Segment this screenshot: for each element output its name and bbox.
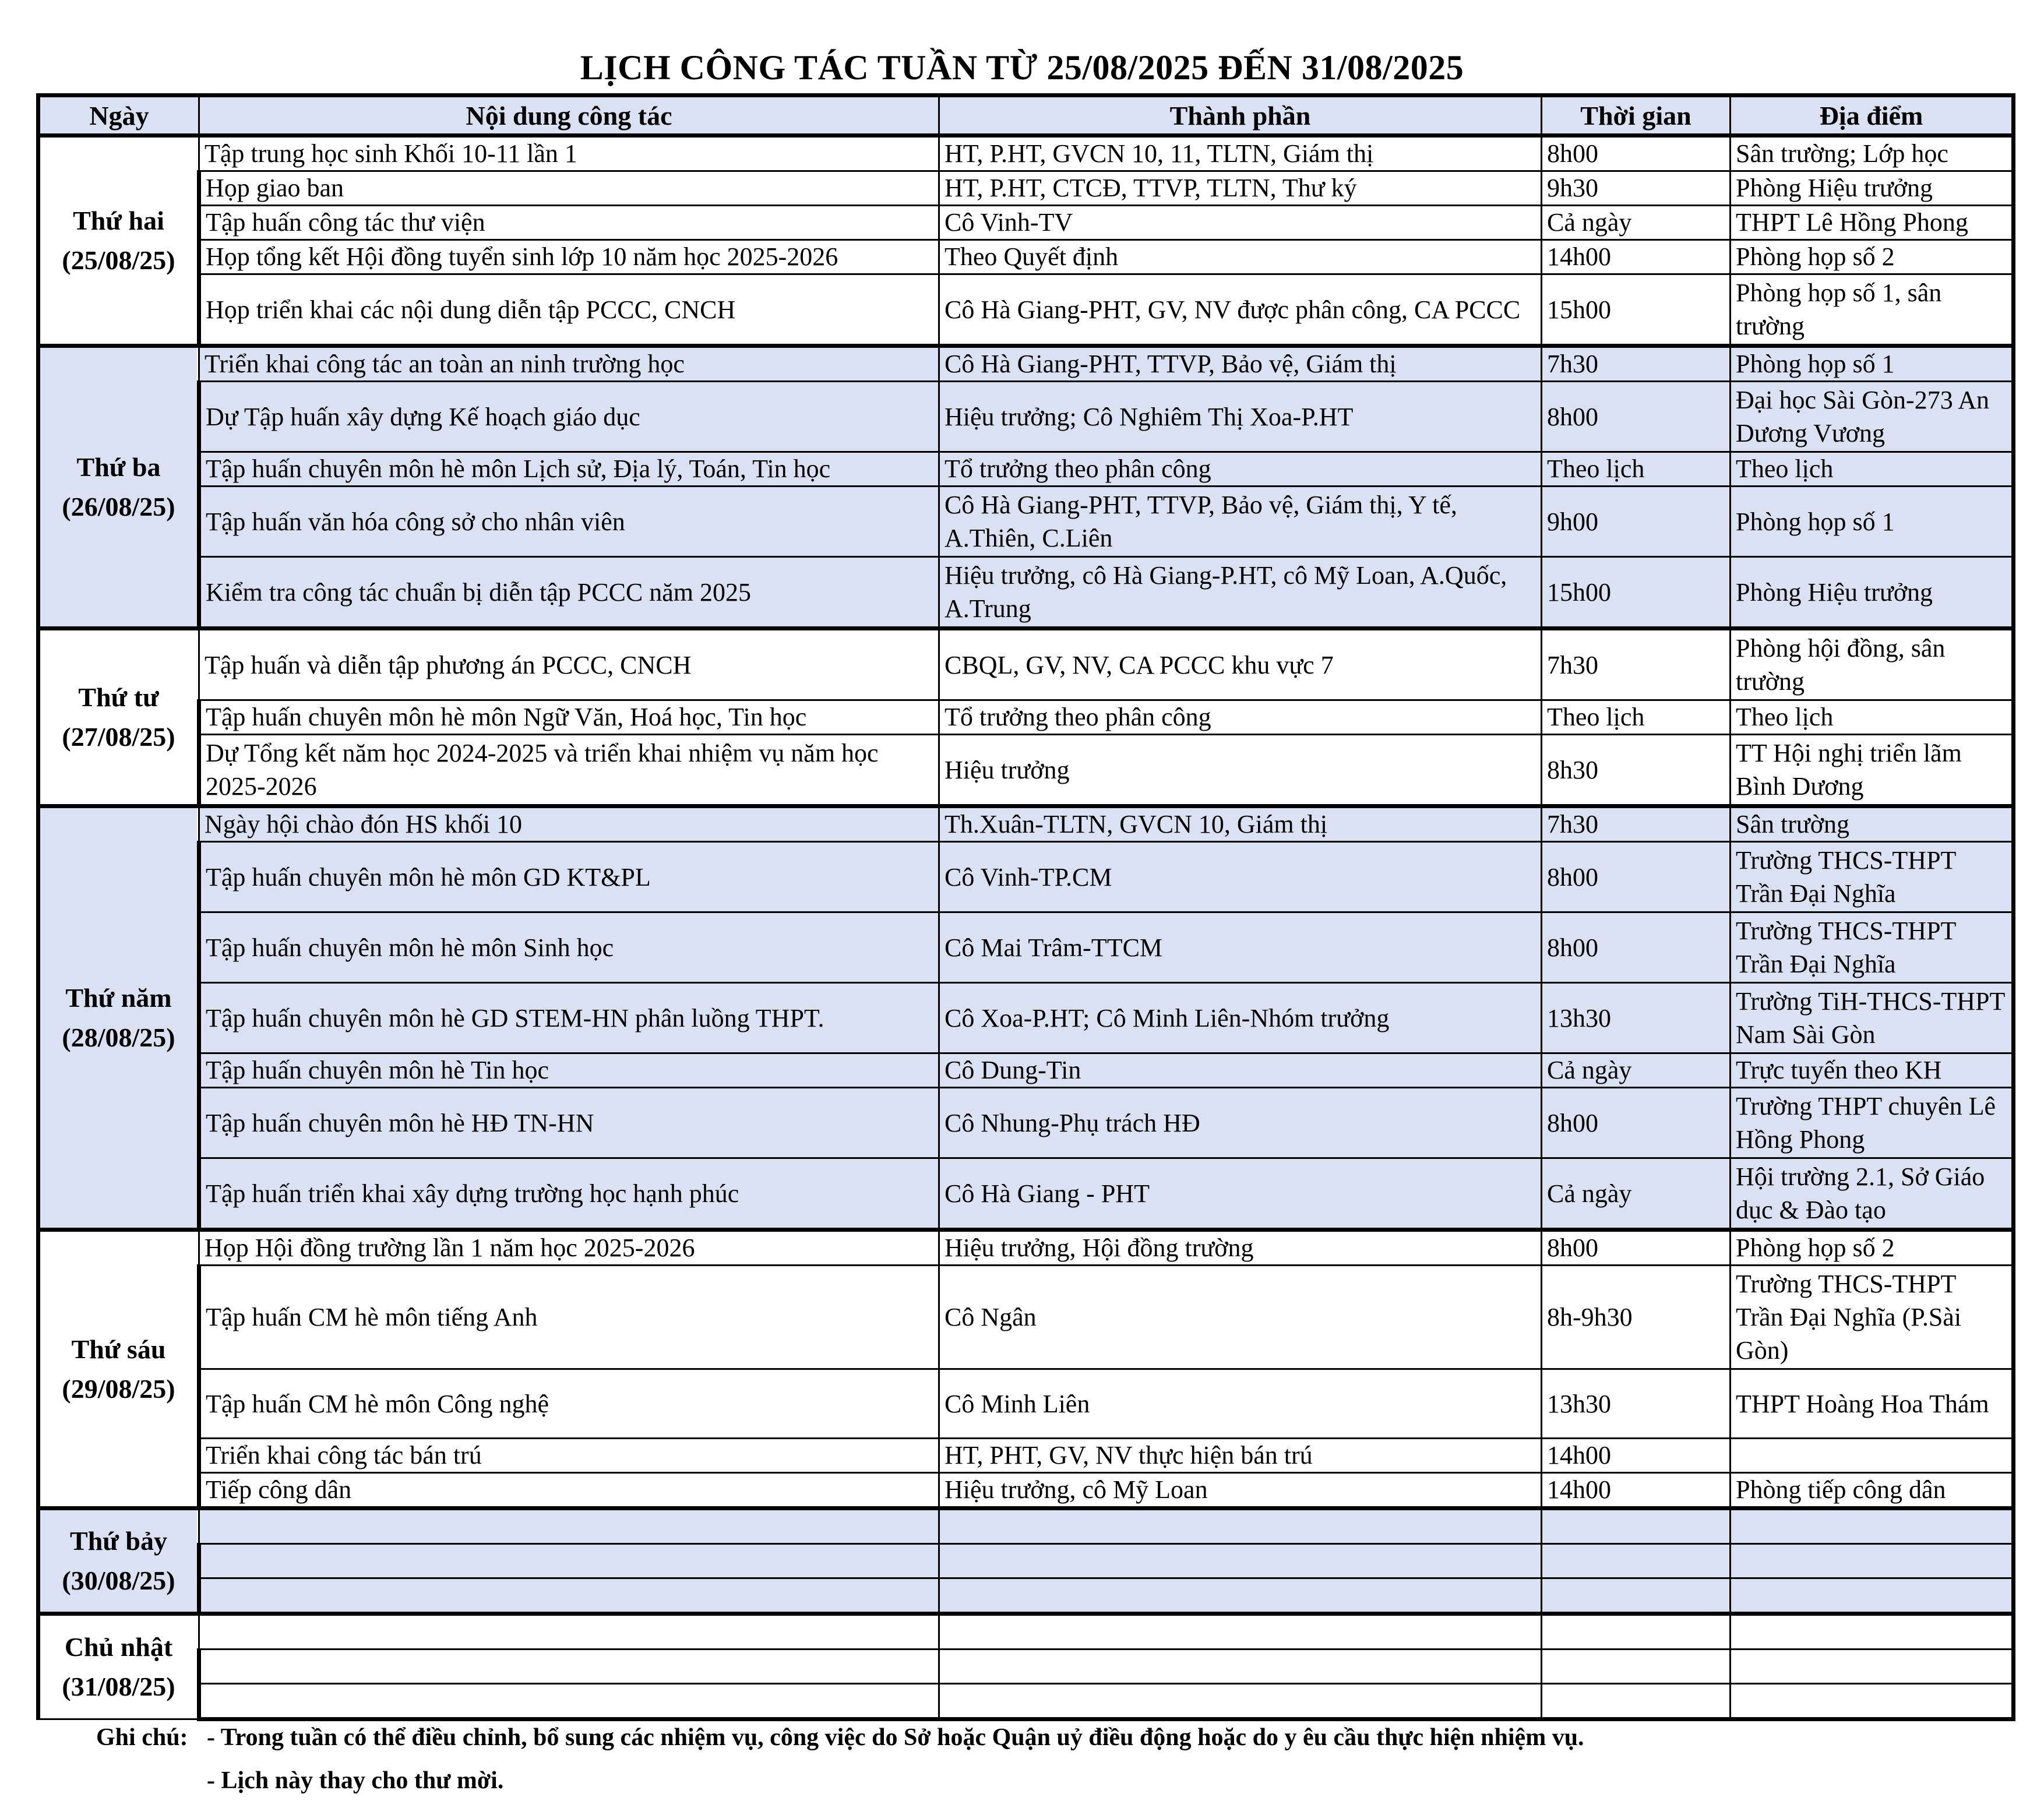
time-cell — [1542, 1544, 1731, 1578]
place-cell: Trường THPT chuyên Lê Hồng Phong — [1731, 1088, 2014, 1158]
task-cell: Dự Tập huấn xây dựng Kế hoạch giáo dục — [199, 382, 939, 452]
page-title: LỊCH CÔNG TÁC TUẦN TỪ 25/08/2025 ĐẾN 31/08/2025 — [580, 48, 1464, 87]
time-cell: Theo lịch — [1542, 700, 1731, 735]
day-name: Thứ hai — [73, 206, 164, 235]
task-cell: Tập huấn chuyên môn hè HĐ TN-HN — [199, 1088, 939, 1158]
header-row — [38, 96, 2014, 136]
participants-cell: Cô Hà Giang-PHT, GV, NV được phân công, CA PCCC — [939, 274, 1542, 346]
place-cell — [1731, 1614, 2014, 1650]
time-cell: 15h00 — [1542, 274, 1731, 346]
participants-cell: HT, PHT, GV, NV thực hiện bán trú — [939, 1439, 1542, 1473]
time-cell: 7h30 — [1542, 806, 1731, 842]
time-cell: 7h30 — [1542, 629, 1731, 700]
day-group-friday — [38, 1230, 2014, 1509]
time-cell: 13h30 — [1542, 1369, 1731, 1439]
time-cell: 8h00 — [1542, 382, 1731, 452]
notes-section — [96, 1716, 1961, 1802]
task-cell — [199, 1578, 939, 1614]
time-cell: 13h30 — [1542, 983, 1731, 1053]
table-row — [38, 1509, 2014, 1544]
participants-cell: Hiệu trưởng, Hội đồng trường — [939, 1230, 1542, 1266]
participants-cell — [939, 1578, 1542, 1614]
time-cell: Cả ngày — [1542, 1158, 1731, 1230]
time-cell: 8h00 — [1542, 842, 1731, 912]
table-row — [38, 1650, 2014, 1684]
day-date: (26/08/25) — [62, 492, 175, 521]
time-cell: 14h00 — [1542, 1473, 1731, 1509]
day-cell — [38, 806, 199, 1230]
note-line: - Lịch này thay cho thư mời. — [207, 1767, 504, 1794]
day-cell — [38, 1230, 199, 1509]
participants-cell — [939, 1614, 1542, 1650]
participants-cell: Theo Quyết định — [939, 240, 1542, 274]
day-group-monday — [38, 136, 2014, 346]
place-cell — [1731, 1509, 2014, 1544]
task-cell: Tập huấn chuyên môn hè môn Sinh học — [199, 912, 939, 983]
task-cell: Tập huấn và diễn tập phương án PCCC, CNCH — [199, 629, 939, 700]
table-row — [38, 1088, 2014, 1158]
day-name: Thứ năm — [65, 983, 172, 1013]
day-name: Thứ sáu — [71, 1334, 166, 1364]
table-row — [38, 1266, 2014, 1369]
participants-cell: Cô Hà Giang-PHT, TTVP, Bảo vệ, Giám thị — [939, 346, 1542, 382]
task-cell: Triển khai công tác an toàn an ninh trường học — [199, 346, 939, 382]
table-row — [38, 1684, 2014, 1719]
time-cell — [1542, 1650, 1731, 1684]
table-row — [38, 735, 2014, 806]
participants-cell: Cô Mai Trâm-TTCM — [939, 912, 1542, 983]
table-row — [38, 912, 2014, 983]
day-group-wednesday — [38, 629, 2014, 806]
task-cell: Tiếp công dân — [199, 1473, 939, 1509]
table-row — [38, 1369, 2014, 1439]
day-cell — [38, 136, 199, 346]
participants-cell: Cô Ngân — [939, 1266, 1542, 1369]
time-cell: 8h00 — [1542, 1230, 1731, 1266]
place-cell: Phòng hội đồng, sân trường — [1731, 629, 2014, 700]
participants-cell: Cô Minh Liên — [939, 1369, 1542, 1439]
place-cell: Sân trường — [1731, 806, 2014, 842]
task-cell: Tập huấn văn hóa công sở cho nhân viên — [199, 487, 939, 557]
table-row — [38, 1544, 2014, 1578]
task-cell: Tập huấn chuyên môn hè môn GD KT&PL — [199, 842, 939, 912]
task-cell: Tập huấn chuyên môn hè Tin học — [199, 1053, 939, 1088]
time-cell: Theo lịch — [1542, 452, 1731, 487]
table-row — [38, 136, 2014, 171]
place-cell: Trường THCS-THPT Trần Đại Nghĩa (P.Sài Gòn) — [1731, 1266, 2014, 1369]
participants-cell: Th.Xuân-TLTN, GVCN 10, Giám thị — [939, 806, 1542, 842]
table-row — [38, 240, 2014, 274]
task-cell — [199, 1544, 939, 1578]
time-cell: 9h00 — [1542, 487, 1731, 557]
table-row — [38, 171, 2014, 206]
place-cell: THPT Hoàng Hoa Thám — [1731, 1369, 2014, 1439]
day-name: Thứ bảy — [70, 1526, 167, 1556]
table-row — [38, 1473, 2014, 1509]
place-cell: THPT Lê Hồng Phong — [1731, 206, 2014, 240]
time-cell: 14h00 — [1542, 240, 1731, 274]
participants-cell: HT, P.HT, CTCĐ, TTVP, TLTN, Thư ký — [939, 171, 1542, 206]
participants-cell: HT, P.HT, GVCN 10, 11, TLTN, Giám thị — [939, 136, 1542, 171]
table-row — [38, 1439, 2014, 1473]
place-cell: Phòng họp số 2 — [1731, 1230, 2014, 1266]
task-cell: Họp Hội đồng trường lần 1 năm học 2025-2026 — [199, 1230, 939, 1266]
header-task: Nội dung công tác — [199, 96, 939, 136]
day-cell — [38, 629, 199, 806]
place-cell: Phòng họp số 1, sân trường — [1731, 274, 2014, 346]
table-row — [38, 487, 2014, 557]
task-cell: Tập huấn CM hè môn tiếng Anh — [199, 1266, 939, 1369]
task-cell — [199, 1614, 939, 1650]
time-cell: 7h30 — [1542, 346, 1731, 382]
participants-cell — [939, 1650, 1542, 1684]
time-cell: Cả ngày — [1542, 1053, 1731, 1088]
day-cell — [38, 1509, 199, 1614]
day-name: Thứ ba — [76, 452, 161, 482]
schedule-table — [36, 93, 2015, 1721]
participants-cell: Cô Hà Giang - PHT — [939, 1158, 1542, 1230]
place-cell: TT Hội nghị triển lãm Bình Dương — [1731, 735, 2014, 806]
day-date: (28/08/25) — [62, 1023, 175, 1052]
participants-cell: Cô Vinh-TP.CM — [939, 842, 1542, 912]
day-name: Chủ nhật — [64, 1632, 173, 1662]
note-line: - Trong tuần có thể điều chỉnh, bổ sung các nhiệm vụ, công việc do Sở hoặc Quận uỷ điều động hoặc do y êu cầu thực hiện nhiệm vụ. — [207, 1724, 1584, 1751]
day-group-tuesday — [38, 346, 2014, 629]
task-cell: Họp tổng kết Hội đồng tuyển sinh lớp 10 năm học 2025-2026 — [199, 240, 939, 274]
header-participants: Thành phần — [939, 96, 1542, 136]
table-row — [38, 700, 2014, 735]
task-cell: Tập huấn triển khai xây dựng trường học hạnh phúc — [199, 1158, 939, 1230]
participants-cell: Cô Vinh-TV — [939, 206, 1542, 240]
participants-cell — [939, 1684, 1542, 1719]
place-cell: Phòng Hiệu trưởng — [1731, 171, 2014, 206]
participants-cell: Tổ trưởng theo phân công — [939, 700, 1542, 735]
task-cell: Tập huấn chuyên môn hè môn Lịch sử, Địa lý, Toán, Tin học — [199, 452, 939, 487]
place-cell: Sân trường; Lớp học — [1731, 136, 2014, 171]
participants-cell: Hiệu trưởng, cô Mỹ Loan — [939, 1473, 1542, 1509]
place-cell: Phòng họp số 1 — [1731, 346, 2014, 382]
place-cell — [1731, 1544, 2014, 1578]
place-cell: Phòng họp số 1 — [1731, 487, 2014, 557]
table-row — [38, 806, 2014, 842]
time-cell — [1542, 1614, 1731, 1650]
day-group-thursday — [38, 806, 2014, 1230]
place-cell — [1731, 1684, 2014, 1719]
table-row — [38, 382, 2014, 452]
day-cell — [38, 1614, 199, 1719]
time-cell — [1542, 1578, 1731, 1614]
participants-cell: Hiệu trưởng; Cô Nghiêm Thị Xoa-P.HT — [939, 382, 1542, 452]
participants-cell: Hiệu trưởng — [939, 735, 1542, 806]
participants-cell: CBQL, GV, NV, CA PCCC khu vực 7 — [939, 629, 1542, 700]
time-cell: 14h00 — [1542, 1439, 1731, 1473]
participants-cell: Cô Xoa-P.HT; Cô Minh Liên-Nhóm trưởng — [939, 983, 1542, 1053]
task-cell: Tập huấn chuyên môn hè môn Ngữ Văn, Hoá học, Tin học — [199, 700, 939, 735]
table-row — [38, 452, 2014, 487]
time-cell: 8h00 — [1542, 912, 1731, 983]
table-row — [38, 842, 2014, 912]
task-cell: Ngày hội chào đón HS khối 10 — [199, 806, 939, 842]
notes-row — [96, 1716, 1961, 1759]
time-cell: 8h00 — [1542, 136, 1731, 171]
time-cell: 9h30 — [1542, 171, 1731, 206]
day-group-sunday — [38, 1614, 2014, 1719]
header-time: Thời gian — [1542, 96, 1731, 136]
place-cell: Đại học Sài Gòn-273 An Dương Vương — [1731, 382, 2014, 452]
place-cell — [1731, 1650, 2014, 1684]
participants-cell: Tổ trưởng theo phân công — [939, 452, 1542, 487]
day-date: (29/08/25) — [62, 1373, 175, 1404]
table-row — [38, 274, 2014, 346]
task-cell: Tập huấn công tác thư viện — [199, 206, 939, 240]
task-cell — [199, 1509, 939, 1544]
place-cell: Phòng tiếp công dân — [1731, 1473, 2014, 1509]
place-cell: Hội trường 2.1, Sở Giáo dục & Đào tạo — [1731, 1158, 2014, 1230]
participants-cell — [939, 1544, 1542, 1578]
time-cell: 8h30 — [1542, 735, 1731, 806]
task-cell: Tập huấn CM hè môn Công nghệ — [199, 1369, 939, 1439]
place-cell — [1731, 1439, 2014, 1473]
participants-cell: Cô Nhung-Phụ trách HĐ — [939, 1088, 1542, 1158]
task-cell: Triển khai công tác bán trú — [199, 1439, 939, 1473]
place-cell: Trường THCS-THPT Trần Đại Nghĩa — [1731, 912, 2014, 983]
task-cell: Họp giao ban — [199, 171, 939, 206]
place-cell: Theo lịch — [1731, 700, 2014, 735]
table-row — [38, 1578, 2014, 1614]
day-date: (30/08/25) — [62, 1566, 175, 1595]
table-row — [38, 1053, 2014, 1088]
time-cell: 8h-9h30 — [1542, 1266, 1731, 1369]
day-date: (31/08/25) — [62, 1672, 175, 1701]
notes-row — [96, 1759, 1961, 1802]
time-cell: Cả ngày — [1542, 206, 1731, 240]
header-place: Địa điểm — [1731, 96, 2014, 136]
day-date: (27/08/25) — [62, 722, 175, 752]
task-cell: Kiểm tra công tác chuẩn bị diễn tập PCCC năm 2025 — [199, 557, 939, 629]
table-row — [38, 1158, 2014, 1230]
place-cell: Phòng họp số 2 — [1731, 240, 2014, 274]
table-row — [38, 629, 2014, 700]
table-row — [38, 346, 2014, 382]
day-name: Thứ tư — [78, 682, 159, 712]
table-row — [38, 983, 2014, 1053]
participants-cell — [939, 1509, 1542, 1544]
notes-label: Ghi chú: — [96, 1724, 188, 1751]
place-cell: Phòng Hiệu trưởng — [1731, 557, 2014, 629]
time-cell — [1542, 1684, 1731, 1719]
place-cell: Theo lịch — [1731, 452, 2014, 487]
table-row — [38, 206, 2014, 240]
task-cell: Dự Tổng kết năm học 2024-2025 và triển khai nhiệm vụ năm học 2025-2026 — [199, 735, 939, 806]
header-day: Ngày — [38, 96, 199, 136]
place-cell: Trực tuyến theo KH — [1731, 1053, 2014, 1088]
task-cell — [199, 1684, 939, 1719]
table-row — [38, 1614, 2014, 1650]
task-cell: Tập huấn chuyên môn hè GD STEM-HN phân luồng THPT. — [199, 983, 939, 1053]
time-cell: 15h00 — [1542, 557, 1731, 629]
place-cell: Trường THCS-THPT Trần Đại Nghĩa — [1731, 842, 2014, 912]
task-cell: Họp triển khai các nội dung diễn tập PCCC, CNCH — [199, 274, 939, 346]
day-group-saturday — [38, 1509, 2014, 1614]
place-cell: Trường TiH-THCS-THPT Nam Sài Gòn — [1731, 983, 2014, 1053]
table-row — [38, 557, 2014, 629]
time-cell — [1542, 1509, 1731, 1544]
participants-cell: Cô Dung-Tin — [939, 1053, 1542, 1088]
participants-cell: Hiệu trưởng, cô Hà Giang-P.HT, cô Mỹ Loan, A.Quốc, A.Trung — [939, 557, 1542, 629]
place-cell — [1731, 1578, 2014, 1614]
task-cell — [199, 1650, 939, 1684]
participants-cell: Cô Hà Giang-PHT, TTVP, Bảo vệ, Giám thị, Y tế, A.Thiên, C.Liên — [939, 487, 1542, 557]
table-row — [38, 1230, 2014, 1266]
time-cell: 8h00 — [1542, 1088, 1731, 1158]
day-date: (25/08/25) — [62, 245, 175, 275]
day-cell — [38, 346, 199, 629]
task-cell: Tập trung học sinh Khối 10-11 lần 1 — [199, 136, 939, 171]
